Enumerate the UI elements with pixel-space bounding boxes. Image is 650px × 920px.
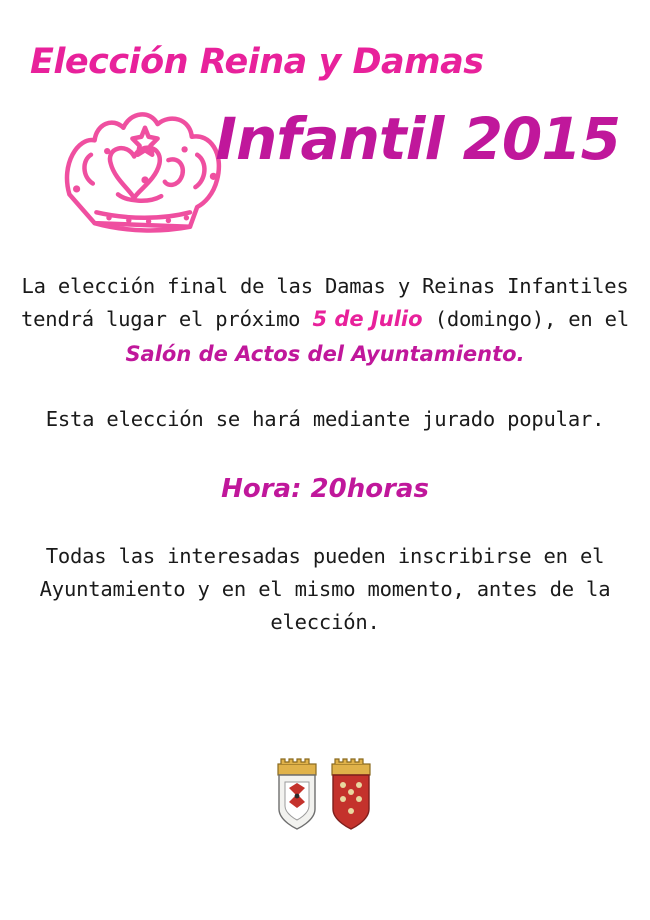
- paragraph-1-text-part-2: (domingo), en el: [422, 307, 629, 331]
- paragraph-1-text-part-1: La elección final de las Damas y Reinas Infantiles tendrá lugar el próximo: [21, 274, 629, 331]
- paragraph-election-details: [0, 270, 650, 371]
- coat-of-arms-icon: [0, 758, 650, 842]
- election-date-highlight: 5 de Julio: [312, 307, 423, 331]
- event-time: Hora: 20horas: [221, 474, 429, 504]
- poster-header: [0, 0, 650, 250]
- paragraph-registration: Todas las interesadas pueden inscribirse en el Ayuntamiento y en el mismo momento, antes de la elección.: [39, 544, 611, 634]
- paragraph-jury: Esta elección se hará mediante jurado popular.: [45, 407, 605, 431]
- venue-highlight: Salón de Actos del Ayuntamiento.: [125, 342, 525, 366]
- poster-body: [0, 270, 650, 639]
- page-title-line-2: Infantil 2015: [215, 105, 620, 173]
- crown-icon: [55, 100, 235, 250]
- page-title-line-1: Elección Reina y Damas: [30, 42, 484, 82]
